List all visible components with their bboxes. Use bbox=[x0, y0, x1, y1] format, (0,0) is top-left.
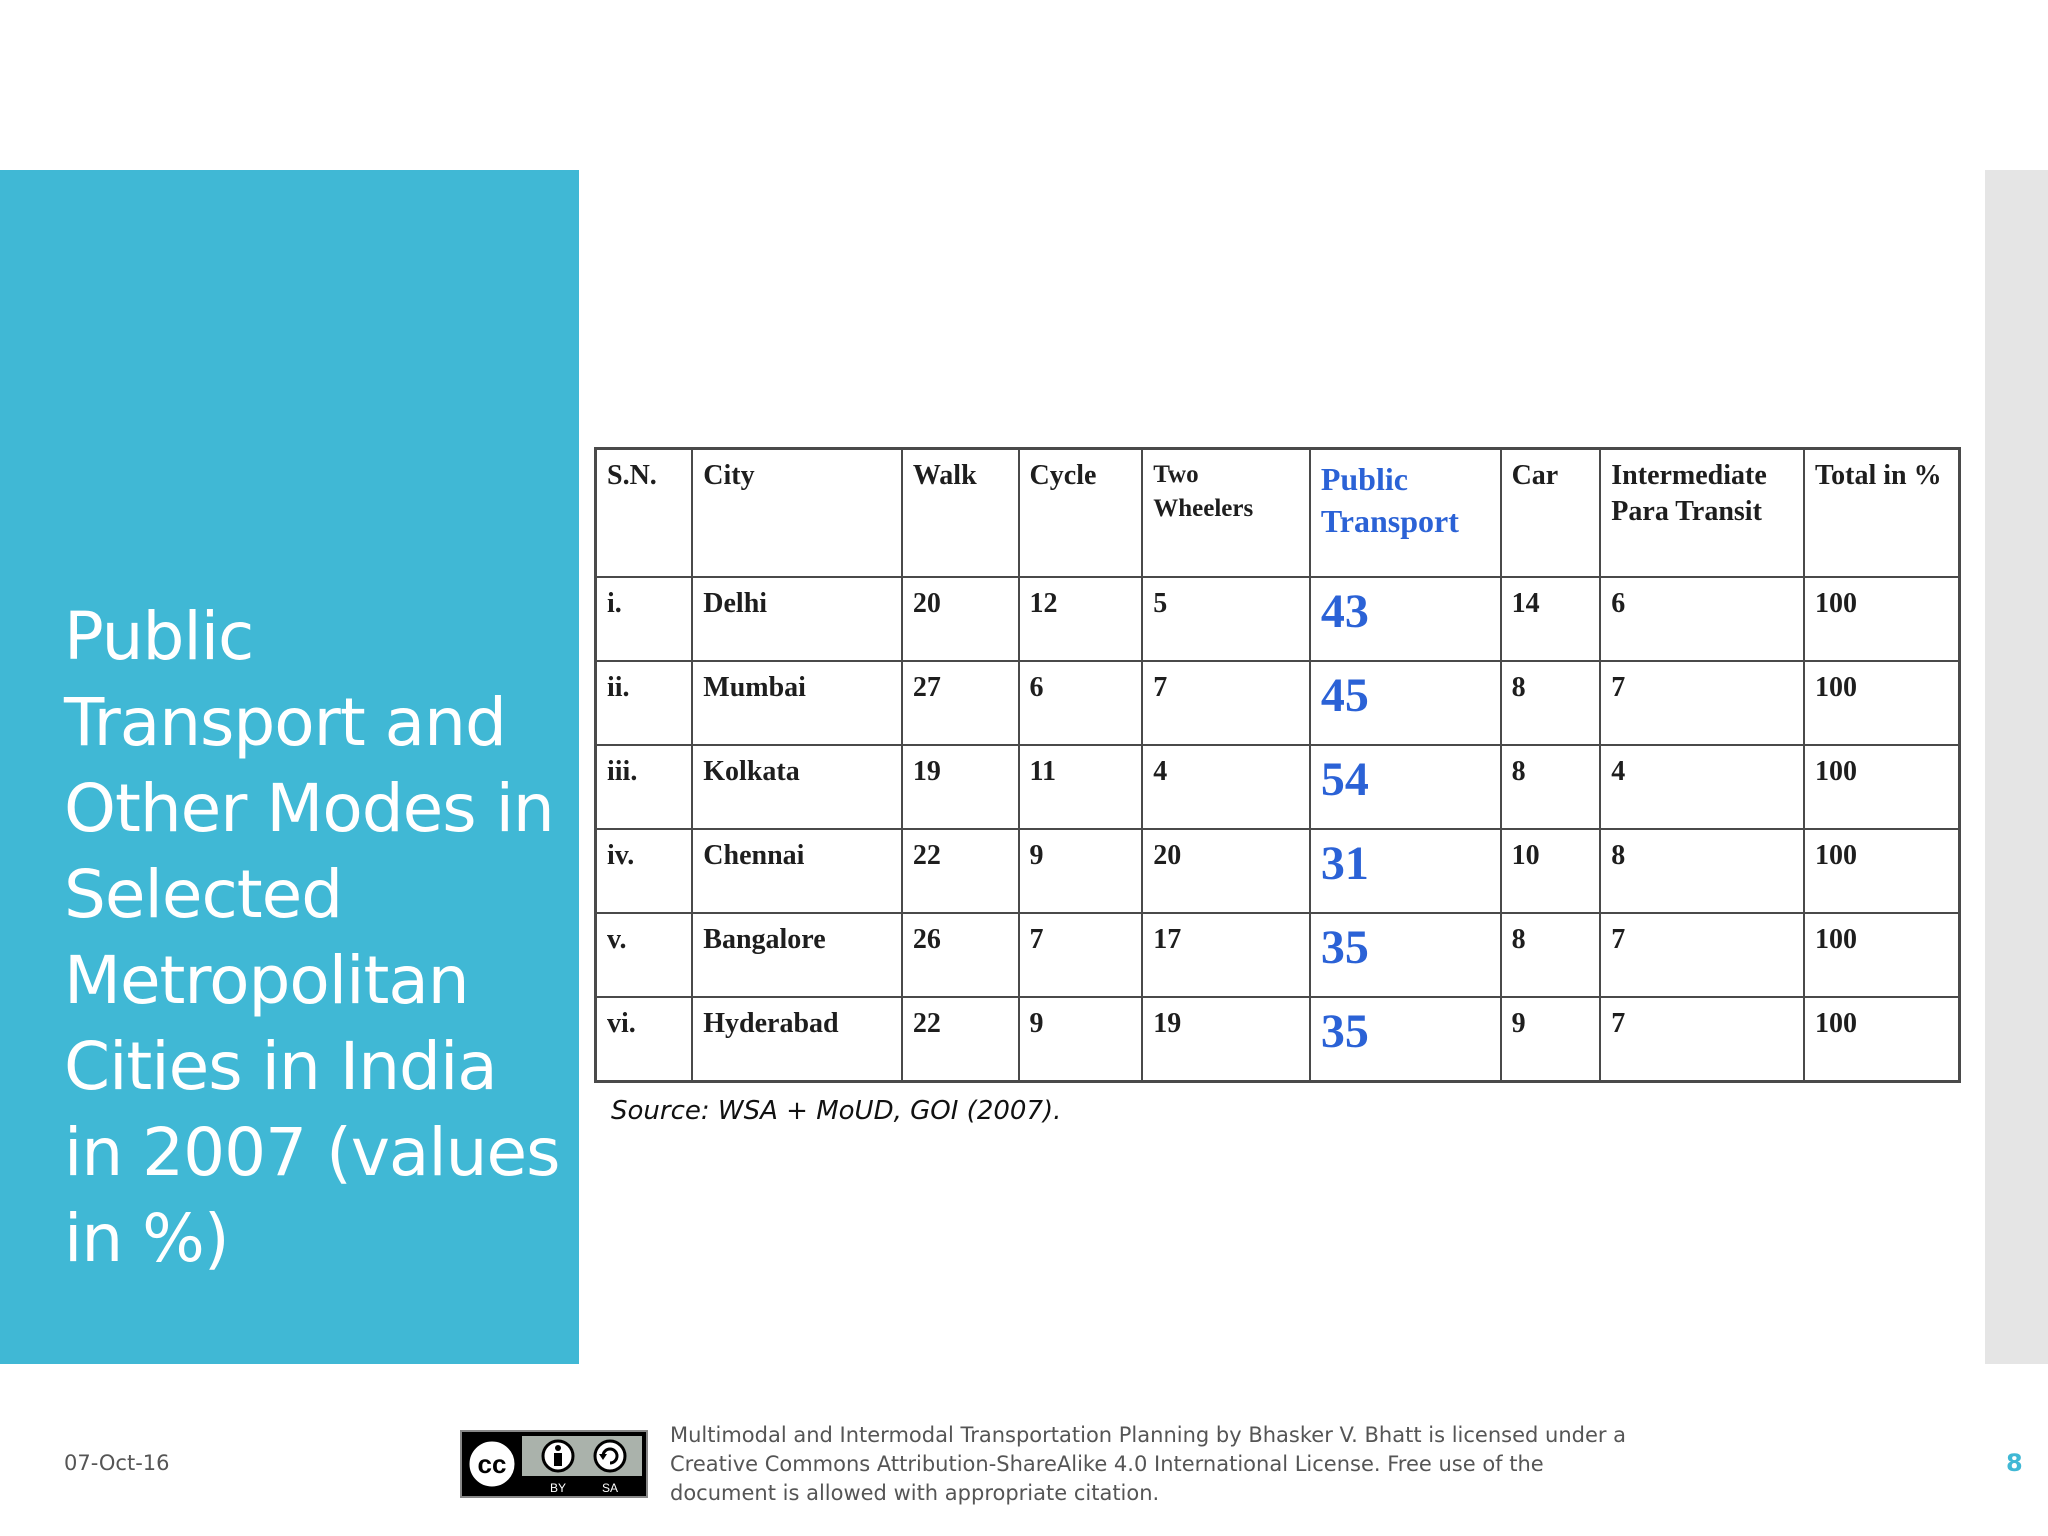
header-two-wheelers: Two Wheelers bbox=[1142, 449, 1310, 578]
cell-city: Kolkata bbox=[692, 745, 902, 829]
cc-logo-text: cc bbox=[477, 1449, 507, 1479]
cell-sn: vi. bbox=[596, 997, 693, 1082]
cell-cycle: 11 bbox=[1019, 745, 1143, 829]
cell-public-transport: 35 bbox=[1310, 997, 1501, 1082]
header-city: City bbox=[692, 449, 902, 578]
table-header-row bbox=[596, 449, 1960, 578]
cell-public-transport: 35 bbox=[1310, 913, 1501, 997]
cell-ipt: 4 bbox=[1600, 745, 1804, 829]
cell-public-transport: 45 bbox=[1310, 661, 1501, 745]
cell-two-wheelers: 7 bbox=[1142, 661, 1310, 745]
cell-car: 9 bbox=[1501, 997, 1601, 1082]
cell-sn: iii. bbox=[596, 745, 693, 829]
cell-ipt: 7 bbox=[1600, 913, 1804, 997]
header-total: Total in % bbox=[1804, 449, 1959, 578]
cc-sa-label: SA bbox=[601, 1481, 619, 1495]
cell-ipt: 7 bbox=[1600, 661, 1804, 745]
cell-walk: 20 bbox=[902, 577, 1019, 661]
cell-car: 8 bbox=[1501, 913, 1601, 997]
cell-car: 8 bbox=[1501, 661, 1601, 745]
table-row bbox=[596, 577, 1960, 661]
cell-sn: v. bbox=[596, 913, 693, 997]
cell-ipt: 8 bbox=[1600, 829, 1804, 913]
cell-ipt: 6 bbox=[1600, 577, 1804, 661]
cell-two-wheelers: 19 bbox=[1142, 997, 1310, 1082]
cell-sn: ii. bbox=[596, 661, 693, 745]
cell-walk: 22 bbox=[902, 829, 1019, 913]
cell-sn: iv. bbox=[596, 829, 693, 913]
cell-total: 100 bbox=[1804, 577, 1959, 661]
header-sn: S.N. bbox=[596, 449, 693, 578]
cc-by-label: BY bbox=[549, 1481, 567, 1495]
source-citation: Source: WSA + MoUD, GOI (2007). bbox=[611, 1096, 1062, 1126]
page-number: 8 bbox=[2006, 1449, 2023, 1477]
cell-walk: 22 bbox=[902, 997, 1019, 1082]
title-panel bbox=[0, 170, 579, 1364]
cell-cycle: 9 bbox=[1019, 829, 1143, 913]
slide-title: Public Transport and Other Modes in Selected Metropolitan Cities in India in 2007 (values in %) bbox=[64, 598, 560, 1277]
footer-date: 07-Oct-16 bbox=[64, 1451, 170, 1475]
cell-walk: 19 bbox=[902, 745, 1019, 829]
cell-total: 100 bbox=[1804, 745, 1959, 829]
cell-walk: 26 bbox=[902, 913, 1019, 997]
table-row bbox=[596, 745, 1960, 829]
table-row bbox=[596, 829, 1960, 913]
cell-total: 100 bbox=[1804, 997, 1959, 1082]
cell-city: Mumbai bbox=[692, 661, 902, 745]
header-ipt: Intermediate Para Transit bbox=[1600, 449, 1804, 578]
header-public-transport: Public Transport bbox=[1310, 449, 1501, 578]
cell-public-transport: 43 bbox=[1310, 577, 1501, 661]
table-row bbox=[596, 997, 1960, 1082]
cell-public-transport: 31 bbox=[1310, 829, 1501, 913]
cell-city: Chennai bbox=[692, 829, 902, 913]
cell-cycle: 12 bbox=[1019, 577, 1143, 661]
right-gray-strip bbox=[1985, 170, 2048, 1364]
cell-car: 10 bbox=[1501, 829, 1601, 913]
cell-car: 8 bbox=[1501, 745, 1601, 829]
cell-cycle: 6 bbox=[1019, 661, 1143, 745]
mode-share-table bbox=[594, 447, 1961, 1083]
cell-two-wheelers: 20 bbox=[1142, 829, 1310, 913]
table-row bbox=[596, 913, 1960, 997]
cc-by-sa-icon[interactable] bbox=[460, 1430, 648, 1498]
cell-city: Bangalore bbox=[692, 913, 902, 997]
cell-total: 100 bbox=[1804, 913, 1959, 997]
cell-cycle: 9 bbox=[1019, 997, 1143, 1082]
cell-city: Delhi bbox=[692, 577, 902, 661]
cell-car: 14 bbox=[1501, 577, 1601, 661]
table-row bbox=[596, 661, 1960, 745]
cell-two-wheelers: 5 bbox=[1142, 577, 1310, 661]
cell-walk: 27 bbox=[902, 661, 1019, 745]
cell-public-transport: 54 bbox=[1310, 745, 1501, 829]
header-car: Car bbox=[1501, 449, 1601, 578]
cell-cycle: 7 bbox=[1019, 913, 1143, 997]
header-cycle: Cycle bbox=[1019, 449, 1143, 578]
cell-total: 100 bbox=[1804, 829, 1959, 913]
cell-ipt: 7 bbox=[1600, 997, 1804, 1082]
cell-two-wheelers: 17 bbox=[1142, 913, 1310, 997]
cell-two-wheelers: 4 bbox=[1142, 745, 1310, 829]
license-text: Multimodal and Intermodal Transportation Planning by Bhasker V. Bhatt is licensed under a Creative Commons Attribution-ShareAlike 4.0 International License. Free use of the document is allowed with appropriate citation. bbox=[670, 1423, 1627, 1505]
cell-sn: i. bbox=[596, 577, 693, 661]
cell-city: Hyderabad bbox=[692, 997, 902, 1082]
cell-total: 100 bbox=[1804, 661, 1959, 745]
header-walk: Walk bbox=[902, 449, 1019, 578]
